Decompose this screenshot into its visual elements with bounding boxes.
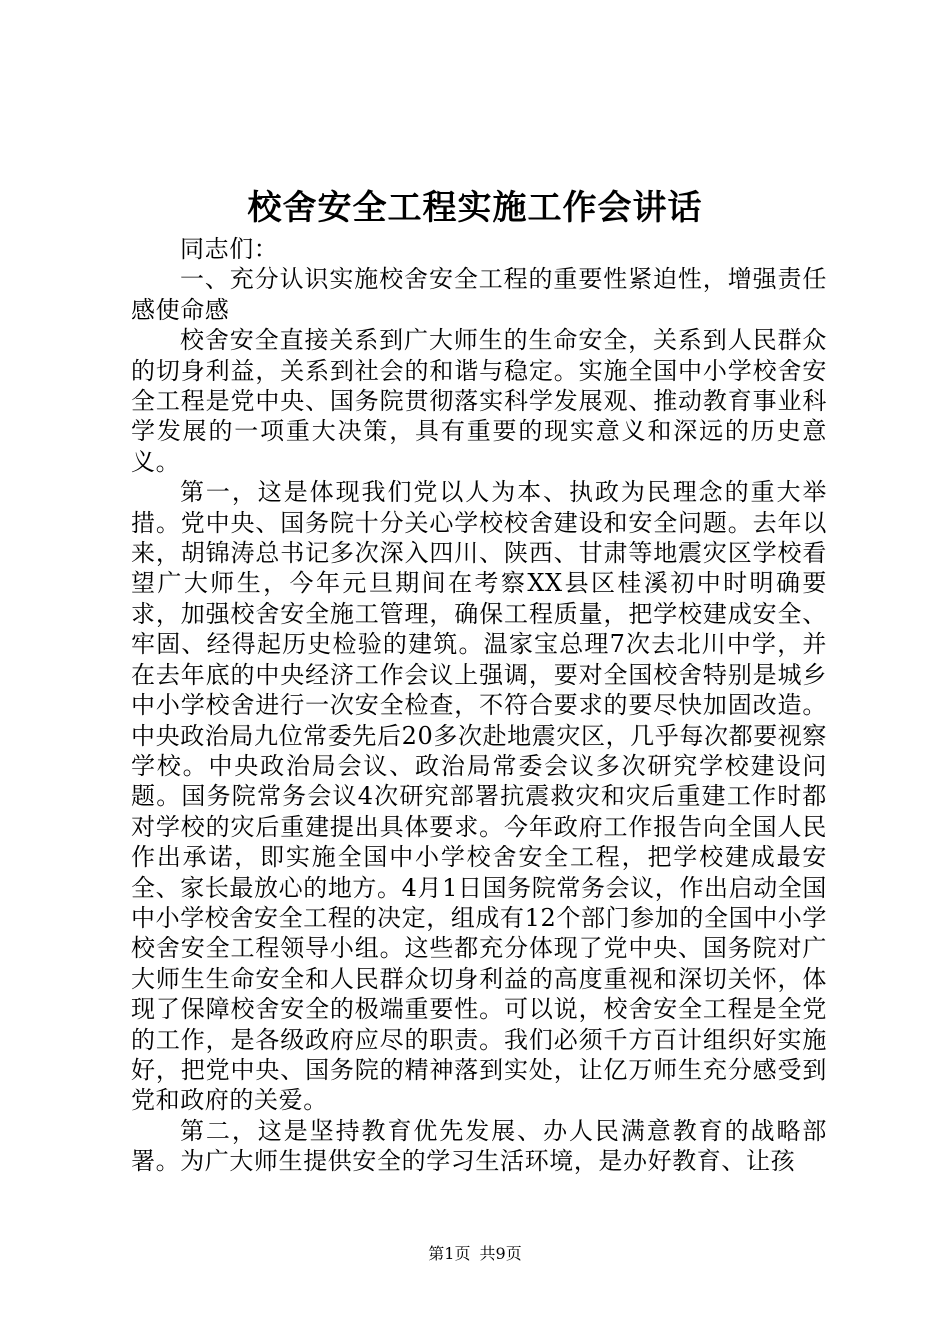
body-paragraph: 第一，这是体现我们党以人为本、执政为民理念的重大举措。党中央、国务院十分关心学校校舍建设和安全问题。去年以来，胡锦涛总书记多次深入四川、陕西、甘肃等地震灾区学校看望广大师生，今年元旦期间在考察XX县区桂溪初中时明确要求，加强校舍安全施工管理，确保工程质量，把学校建成安全、牢固、经得起历史检验的建筑。温家宝总理7次去北川中学，并在去年底的中央经济工作会议上强调，要对全国校舍特别是城乡中小学校舍进行一次安全检查，不符合要求的要尽快加固改造。中央政治局九位常委先后20多次赴地震灾区，几乎每次都要视察学校。中央政治局会议、政治局常委会议多次研究学校建设问题。国务院常务会议4次研究部署抗震救灾和灾后重建工作时都对学校的灾后重建提出具体要求。今年政府工作报告向全国人民作出承诺，即实施全国中小学校舍安全工程，把学校建成最安全、家长最放心的地方。4月1日国务院常务会议，作出启动全国中小学校舍安全工程的决定，组成有12个部门参加的全国中小学校舍安全工程领导小组。这些都充分体现了党中央、国务院对广大师生生命安全和人民群众切身利益的高度重视和深切关怀，体现了保障校舍安全的极端重要性。可以说，校舍安全工程是全党的工作，是各级政府应尽的职责。我们必须千方百计组织好实施好，把党中央、国务院的精神落到实处，让亿万师生充分感受到党和政府的关爱。 [131,478,827,1115]
document-body [131,234,827,1177]
body-paragraph: 校舍安全直接关系到广大师生的生命安全，关系到人民群众的切身利益，关系到社会的和谐与稳定。实施全国中小学校舍安全工程是党中央、国务院贯彻落实科学发展观、推动教育事业科学发展的一项重大决策，具有重要的现实意义和深远的历史意义。 [131,326,827,476]
page-footer [0,1244,950,1264]
page-number: 第1页 [428,1244,471,1263]
page-total: 共9页 [479,1244,522,1263]
salutation-paragraph: 同志们： [180,235,279,263]
body-paragraph: 第二，这是坚持教育优先发展、办人民满意教育的战略部署。为广大师生提供安全的学习生活环境，是办好教育、让孩 [131,1116,827,1176]
section-heading-paragraph: 一、充分认识实施校舍安全工程的重要性紧迫性，增强责任感使命感 [131,265,827,324]
document-title: 校舍安全工程实施工作会讲话 [247,188,703,228]
